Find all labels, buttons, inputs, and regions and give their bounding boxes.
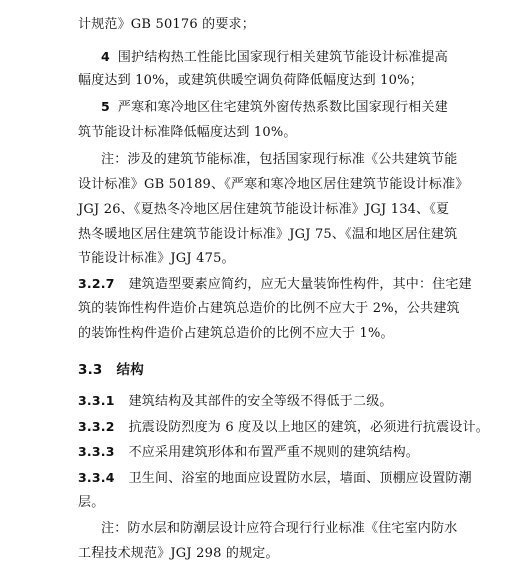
- clause-3-3-2: [78, 418, 489, 437]
- line-text: 幅度达到 10%，或建筑供暖空调负荷降低幅度达到 10%；: [78, 73, 423, 88]
- clause-number: 3.3.2: [78, 419, 115, 434]
- line-text: 建筑结构及其部件的安全等级不得低于二级。: [128, 394, 393, 409]
- line-text: 层。: [78, 495, 105, 510]
- line-text: 设计标准》GB 50189、《严寒和寒冷地区居住建筑节能设计标准》: [78, 177, 469, 192]
- text-line: [78, 124, 297, 142]
- clause-number: 3.3.1: [78, 393, 115, 408]
- line-text: 注：涉及的建筑节能标准，包括国家现行标准《公共建筑节能: [101, 152, 458, 167]
- section-heading-3-3: [78, 361, 144, 380]
- text-line: [78, 325, 394, 343]
- line-text: JGJ 26、《夏热冬冷地区居住建筑节能设计标准》JGJ 134、《夏: [78, 202, 450, 217]
- note-line: [78, 545, 279, 563]
- text-line: [78, 494, 104, 512]
- clause-number: 3.3.4: [78, 470, 115, 485]
- clause-3-3-4: [78, 469, 472, 488]
- note-line: [101, 520, 457, 538]
- text-line: [78, 16, 255, 34]
- line-text: 的装饰性构件造价占建筑总造价的比例不应大于 1%。: [78, 326, 394, 341]
- clause-3-2-7: [78, 275, 472, 294]
- text-line: [78, 300, 460, 318]
- clause-number: 3.3.3: [78, 444, 115, 459]
- line-text: 计规范》GB 50176 的要求；: [78, 17, 255, 32]
- note-line: [78, 176, 469, 194]
- line-text: 建筑造型要素应简约，应无大量装饰性构件，其中：住宅建: [128, 277, 472, 292]
- line-text: 筑的装饰性构件造价占建筑总造价的比例不应大于 2%，公共建筑: [78, 301, 460, 316]
- text-line: [78, 72, 423, 90]
- line-text: 抗震设防烈度为 6 度及以上地区的建筑，必须进行抗震设计。: [128, 420, 489, 435]
- line-text: 热冬暖地区居住建筑节能设计标准》JGJ 75、《温和地区居住建筑: [78, 227, 458, 242]
- line-text: 工程技术规范》JGJ 298 的规定。: [78, 546, 279, 561]
- note-line: [78, 226, 457, 244]
- line-text: 严寒和寒冷地区住宅建筑外窗传热系数比国家现行相关建: [117, 100, 448, 115]
- note-line: [78, 250, 235, 268]
- line-text: 注：防水层和防潮层设计应符合现行行业标准《住宅室内防水: [101, 521, 458, 536]
- clause-3-3-1: [78, 392, 393, 411]
- clause-number: 3.2.7: [78, 276, 115, 291]
- list-item-5: [101, 98, 448, 117]
- line-text: 围护结构热工性能比国家现行相关建筑节能设计标准提高: [117, 50, 448, 65]
- line-text: 不应采用建筑形体和布置严重不规则的建筑结构。: [128, 445, 419, 460]
- line-text: 节能设计标准》JGJ 475。: [78, 251, 235, 266]
- note-line: [78, 201, 449, 219]
- item-number: 4: [101, 49, 110, 64]
- section-title: 结构: [116, 362, 144, 378]
- list-item-4: [101, 48, 448, 67]
- item-number: 5: [101, 99, 110, 114]
- line-text: 卫生间、浴室的地面应设置防水层，墙面、顶棚应设置防潮: [128, 471, 472, 486]
- section-number: 3.3: [78, 362, 103, 378]
- line-text: 筑节能设计标准降低幅度达到 10%。: [78, 125, 297, 140]
- clause-3-3-3: [78, 443, 419, 462]
- note-line: [101, 151, 457, 169]
